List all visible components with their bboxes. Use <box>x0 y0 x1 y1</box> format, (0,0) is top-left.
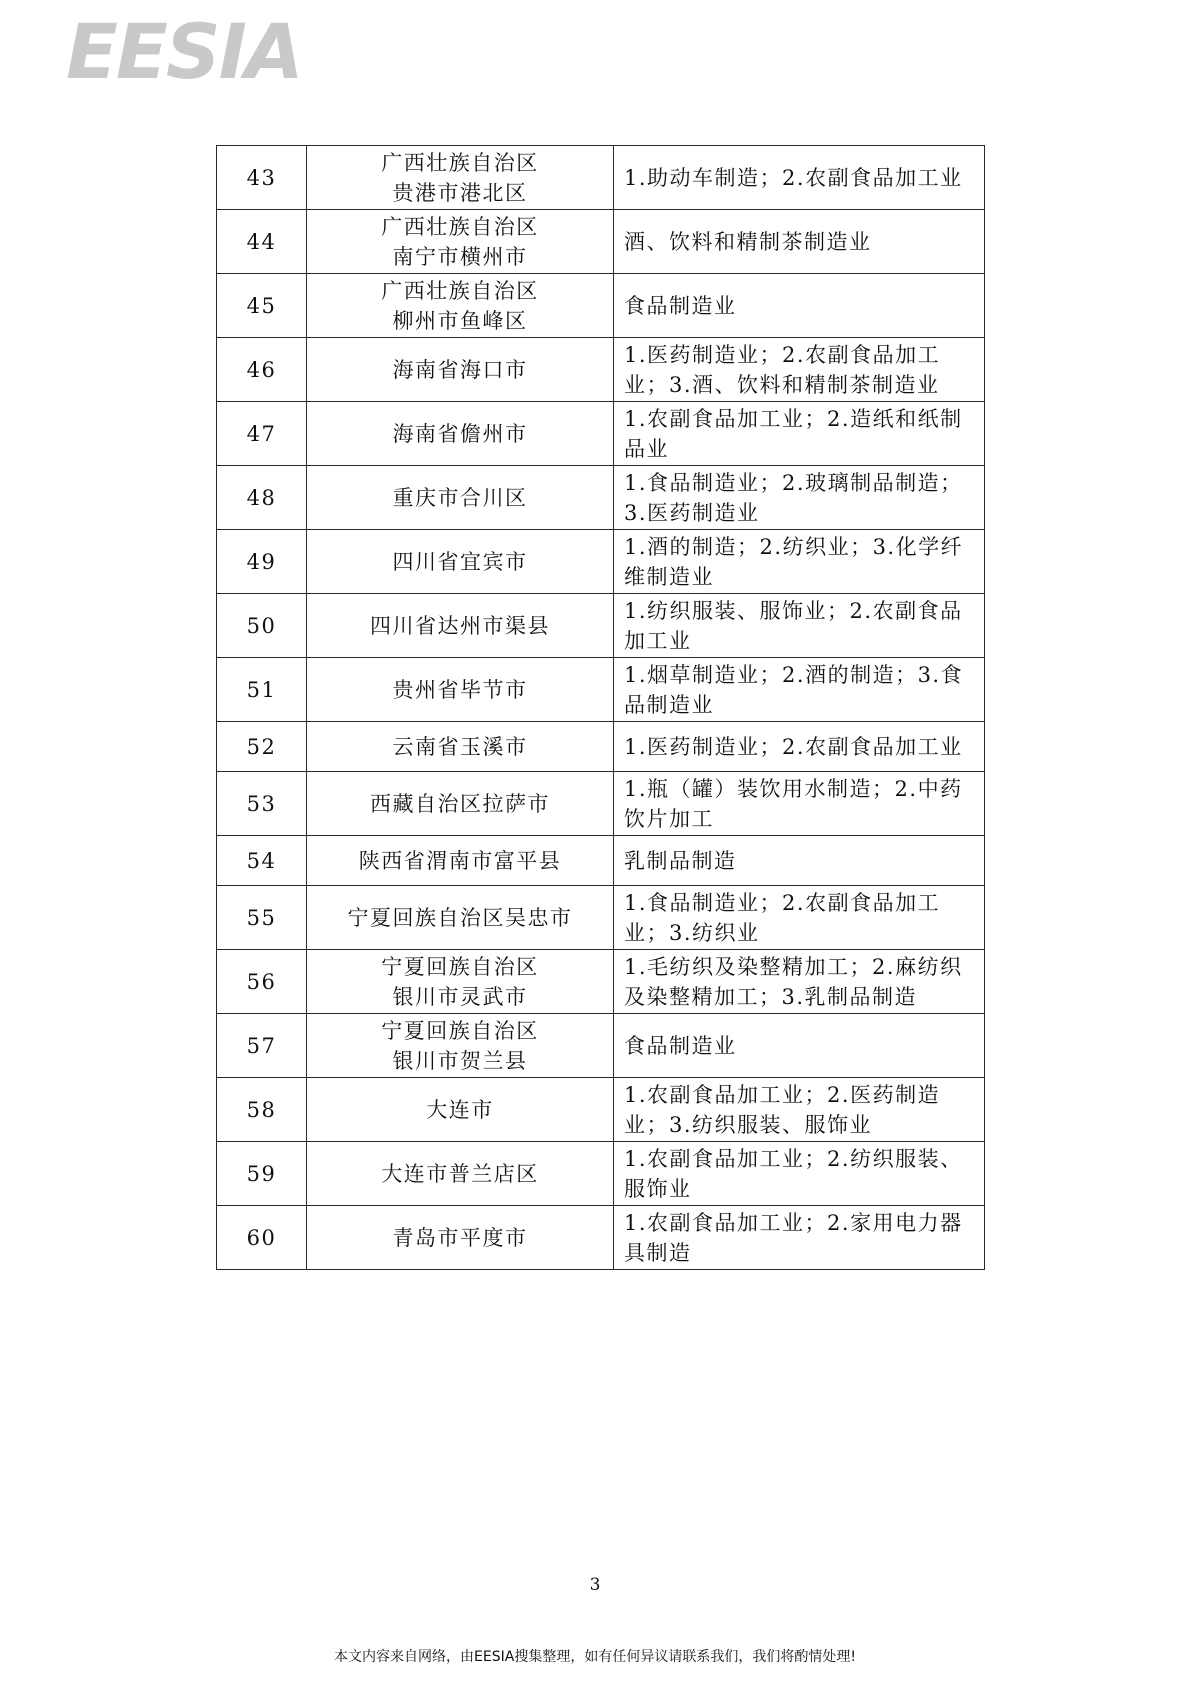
table-row <box>217 950 985 1014</box>
row-number-cell: 54 <box>217 836 307 886</box>
region-cell <box>307 886 614 950</box>
region-line: 宁夏回族自治区 <box>381 1018 539 1043</box>
table-row <box>217 594 985 658</box>
industry-cell: 1.助动车制造；2.农副食品加工业 <box>614 146 985 210</box>
region-line: 西藏自治区拉萨市 <box>370 791 550 816</box>
row-number-cell: 45 <box>217 274 307 338</box>
row-number-cell: 56 <box>217 950 307 1014</box>
row-number-cell: 59 <box>217 1142 307 1206</box>
table-row <box>217 338 985 402</box>
region-cell <box>307 274 614 338</box>
table-row <box>217 146 985 210</box>
table-body <box>217 146 985 1270</box>
row-number-cell: 49 <box>217 530 307 594</box>
row-number-cell: 44 <box>217 210 307 274</box>
region-cell <box>307 402 614 466</box>
region-line: 四川省达州市渠县 <box>370 613 550 638</box>
region-cell <box>307 338 614 402</box>
region-line: 南宁市横州市 <box>392 244 528 269</box>
region-line: 宁夏回族自治区 <box>381 954 539 979</box>
row-number-cell: 55 <box>217 886 307 950</box>
industry-cell: 1.食品制造业；2.农副食品加工业；3.纺织业 <box>614 886 985 950</box>
industry-cell: 1.农副食品加工业；2.家用电力器具制造 <box>614 1206 985 1270</box>
row-number-cell: 46 <box>217 338 307 402</box>
industry-cell: 酒、饮料和精制茶制造业 <box>614 210 985 274</box>
industry-cell: 1.医药制造业；2.农副食品加工业；3.酒、饮料和精制茶制造业 <box>614 338 985 402</box>
region-line: 银川市灵武市 <box>392 984 528 1009</box>
table-row <box>217 274 985 338</box>
region-cell <box>307 722 614 772</box>
row-number-cell: 57 <box>217 1014 307 1078</box>
table-row <box>217 772 985 836</box>
industry-cell: 1.瓶（罐）装饮用水制造；2.中药饮片加工 <box>614 772 985 836</box>
region-cell <box>307 1142 614 1206</box>
industry-cell: 1.农副食品加工业；2.医药制造业；3.纺织服装、服饰业 <box>614 1078 985 1142</box>
industry-cell: 1.毛纺织及染整精加工；2.麻纺织及染整精加工；3.乳制品制造 <box>614 950 985 1014</box>
table-row <box>217 886 985 950</box>
region-cell <box>307 1078 614 1142</box>
region-line: 广西壮族自治区 <box>381 278 539 303</box>
table-row <box>217 1206 985 1270</box>
page-number: 3 <box>589 1575 601 1595</box>
city-industry-table <box>216 145 985 1270</box>
region-line: 广西壮族自治区 <box>381 150 539 175</box>
region-cell <box>307 658 614 722</box>
row-number-cell: 52 <box>217 722 307 772</box>
table-row <box>217 530 985 594</box>
eesia-logo: EESIA <box>66 7 302 96</box>
region-cell <box>307 466 614 530</box>
region-cell <box>307 772 614 836</box>
industry-cell: 食品制造业 <box>614 1014 985 1078</box>
region-line: 云南省玉溪市 <box>392 734 528 759</box>
industry-cell: 1.医药制造业；2.农副食品加工业 <box>614 722 985 772</box>
region-line: 大连市 <box>426 1097 494 1122</box>
industry-cell: 1.酒的制造；2.纺织业；3.化学纤维制造业 <box>614 530 985 594</box>
row-number-cell: 50 <box>217 594 307 658</box>
industry-cell: 1.烟草制造业；2.酒的制造；3.食品制造业 <box>614 658 985 722</box>
region-cell <box>307 1206 614 1270</box>
region-cell <box>307 1014 614 1078</box>
region-cell <box>307 950 614 1014</box>
region-cell <box>307 836 614 886</box>
region-cell <box>307 530 614 594</box>
footer-disclaimer: 本文内容来自网络，由EESIA搜集整理，如有任何异议请联系我们，我们将酌情处理! <box>334 1649 856 1665</box>
row-number-cell: 51 <box>217 658 307 722</box>
region-line: 大连市普兰店区 <box>381 1161 539 1186</box>
row-number-cell: 60 <box>217 1206 307 1270</box>
table-row <box>217 1142 985 1206</box>
row-number-cell: 43 <box>217 146 307 210</box>
region-cell <box>307 146 614 210</box>
industry-cell: 1.纺织服装、服饰业；2.农副食品加工业 <box>614 594 985 658</box>
region-line: 陕西省渭南市富平县 <box>358 848 562 873</box>
industry-cell: 食品制造业 <box>614 274 985 338</box>
row-number-cell: 53 <box>217 772 307 836</box>
region-line: 贵州省毕节市 <box>392 677 528 702</box>
row-number-cell: 47 <box>217 402 307 466</box>
region-line: 贵港市港北区 <box>392 180 528 205</box>
region-line: 重庆市合川区 <box>392 485 528 510</box>
table-row <box>217 466 985 530</box>
table-row <box>217 1078 985 1142</box>
row-number-cell: 48 <box>217 466 307 530</box>
row-number-cell: 58 <box>217 1078 307 1142</box>
region-line: 广西壮族自治区 <box>381 214 539 239</box>
table-row <box>217 722 985 772</box>
table-row <box>217 402 985 466</box>
table-row <box>217 210 985 274</box>
region-line: 青岛市平度市 <box>392 1225 528 1250</box>
table-row <box>217 658 985 722</box>
region-line: 四川省宜宾市 <box>392 549 528 574</box>
region-cell <box>307 594 614 658</box>
region-line: 柳州市鱼峰区 <box>392 308 528 333</box>
industry-cell: 1.食品制造业；2.玻璃制品制造；3.医药制造业 <box>614 466 985 530</box>
region-line: 海南省海口市 <box>392 357 528 382</box>
industry-cell: 乳制品制造 <box>614 836 985 886</box>
region-line: 银川市贺兰县 <box>392 1048 528 1073</box>
table-row <box>217 836 985 886</box>
region-cell <box>307 210 614 274</box>
region-line: 海南省儋州市 <box>392 421 528 446</box>
industry-cell: 1.农副食品加工业；2.造纸和纸制品业 <box>614 402 985 466</box>
region-line: 宁夏回族自治区吴忠市 <box>347 905 573 930</box>
industry-cell: 1.农副食品加工业；2.纺织服装、服饰业 <box>614 1142 985 1206</box>
table-row <box>217 1014 985 1078</box>
